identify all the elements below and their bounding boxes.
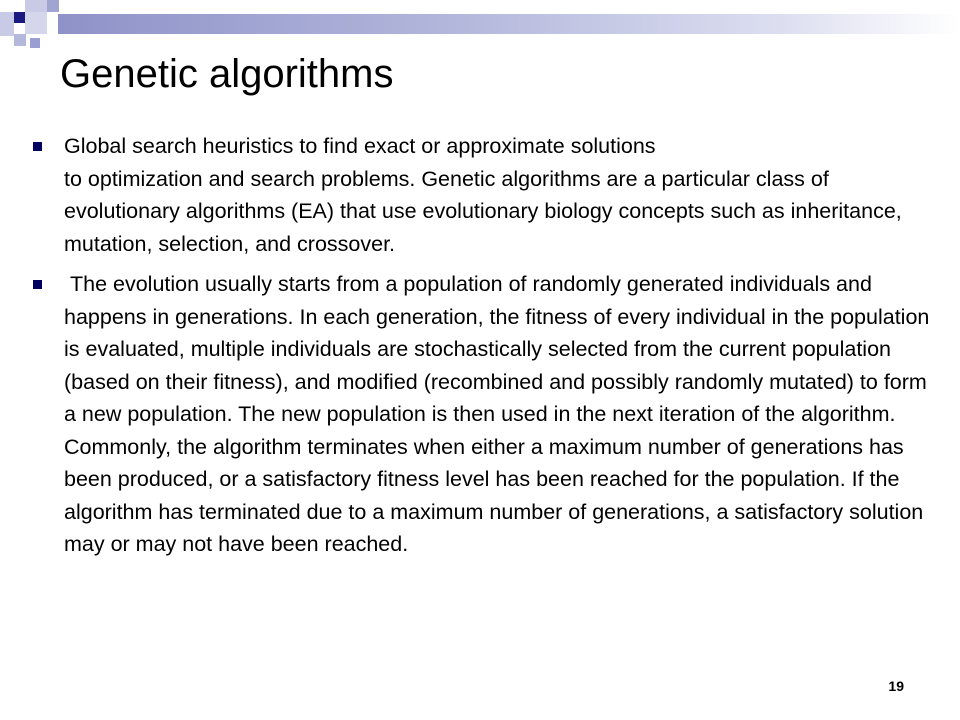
deco-square-light <box>0 12 14 36</box>
page-number: 19 <box>888 678 904 694</box>
square-bullet-icon <box>33 280 42 289</box>
deco-square-light <box>25 12 47 34</box>
deco-square-light <box>25 0 47 12</box>
square-bullet-icon <box>33 142 42 151</box>
bullet-item <box>30 268 942 561</box>
bullet-list <box>30 130 942 569</box>
deco-square-mid <box>30 38 40 48</box>
deco-square-mid <box>14 34 26 46</box>
slide-title: Genetic algorithms <box>60 52 394 96</box>
bullet-text: The evolution usually starts from a population of randomly generated individuals and happens in generations. In each generation, the fitness of every individual in the population is evaluated, multiple individuals are stochastically selected from the current population (based on their fitness), and modified (recombined and possibly randomly mutated) to form a new population. The new population is then used in the next iteration of the algorithm. Commonly, the algorithm terminates when either a maximum number of generations has been produced, or a satisfactory fitness level has been reached for the population. If the algorithm has terminated due to a maximum number of generations, a satisfactory solution may or may not have been reached. <box>64 272 936 556</box>
bullet-item <box>30 130 942 260</box>
deco-square-mid <box>47 0 59 12</box>
bullet-text: Global search heuristics to find exact or approximate solutions to optimization and search problems. Genetic algorithms are a particular class of evolutionary algorithms (EA) that use evolutionary biology concepts such as inheritance, mutation, selection, and crossover. <box>64 134 902 256</box>
deco-square-dark <box>14 12 25 23</box>
title-gradient-bar <box>58 14 960 34</box>
